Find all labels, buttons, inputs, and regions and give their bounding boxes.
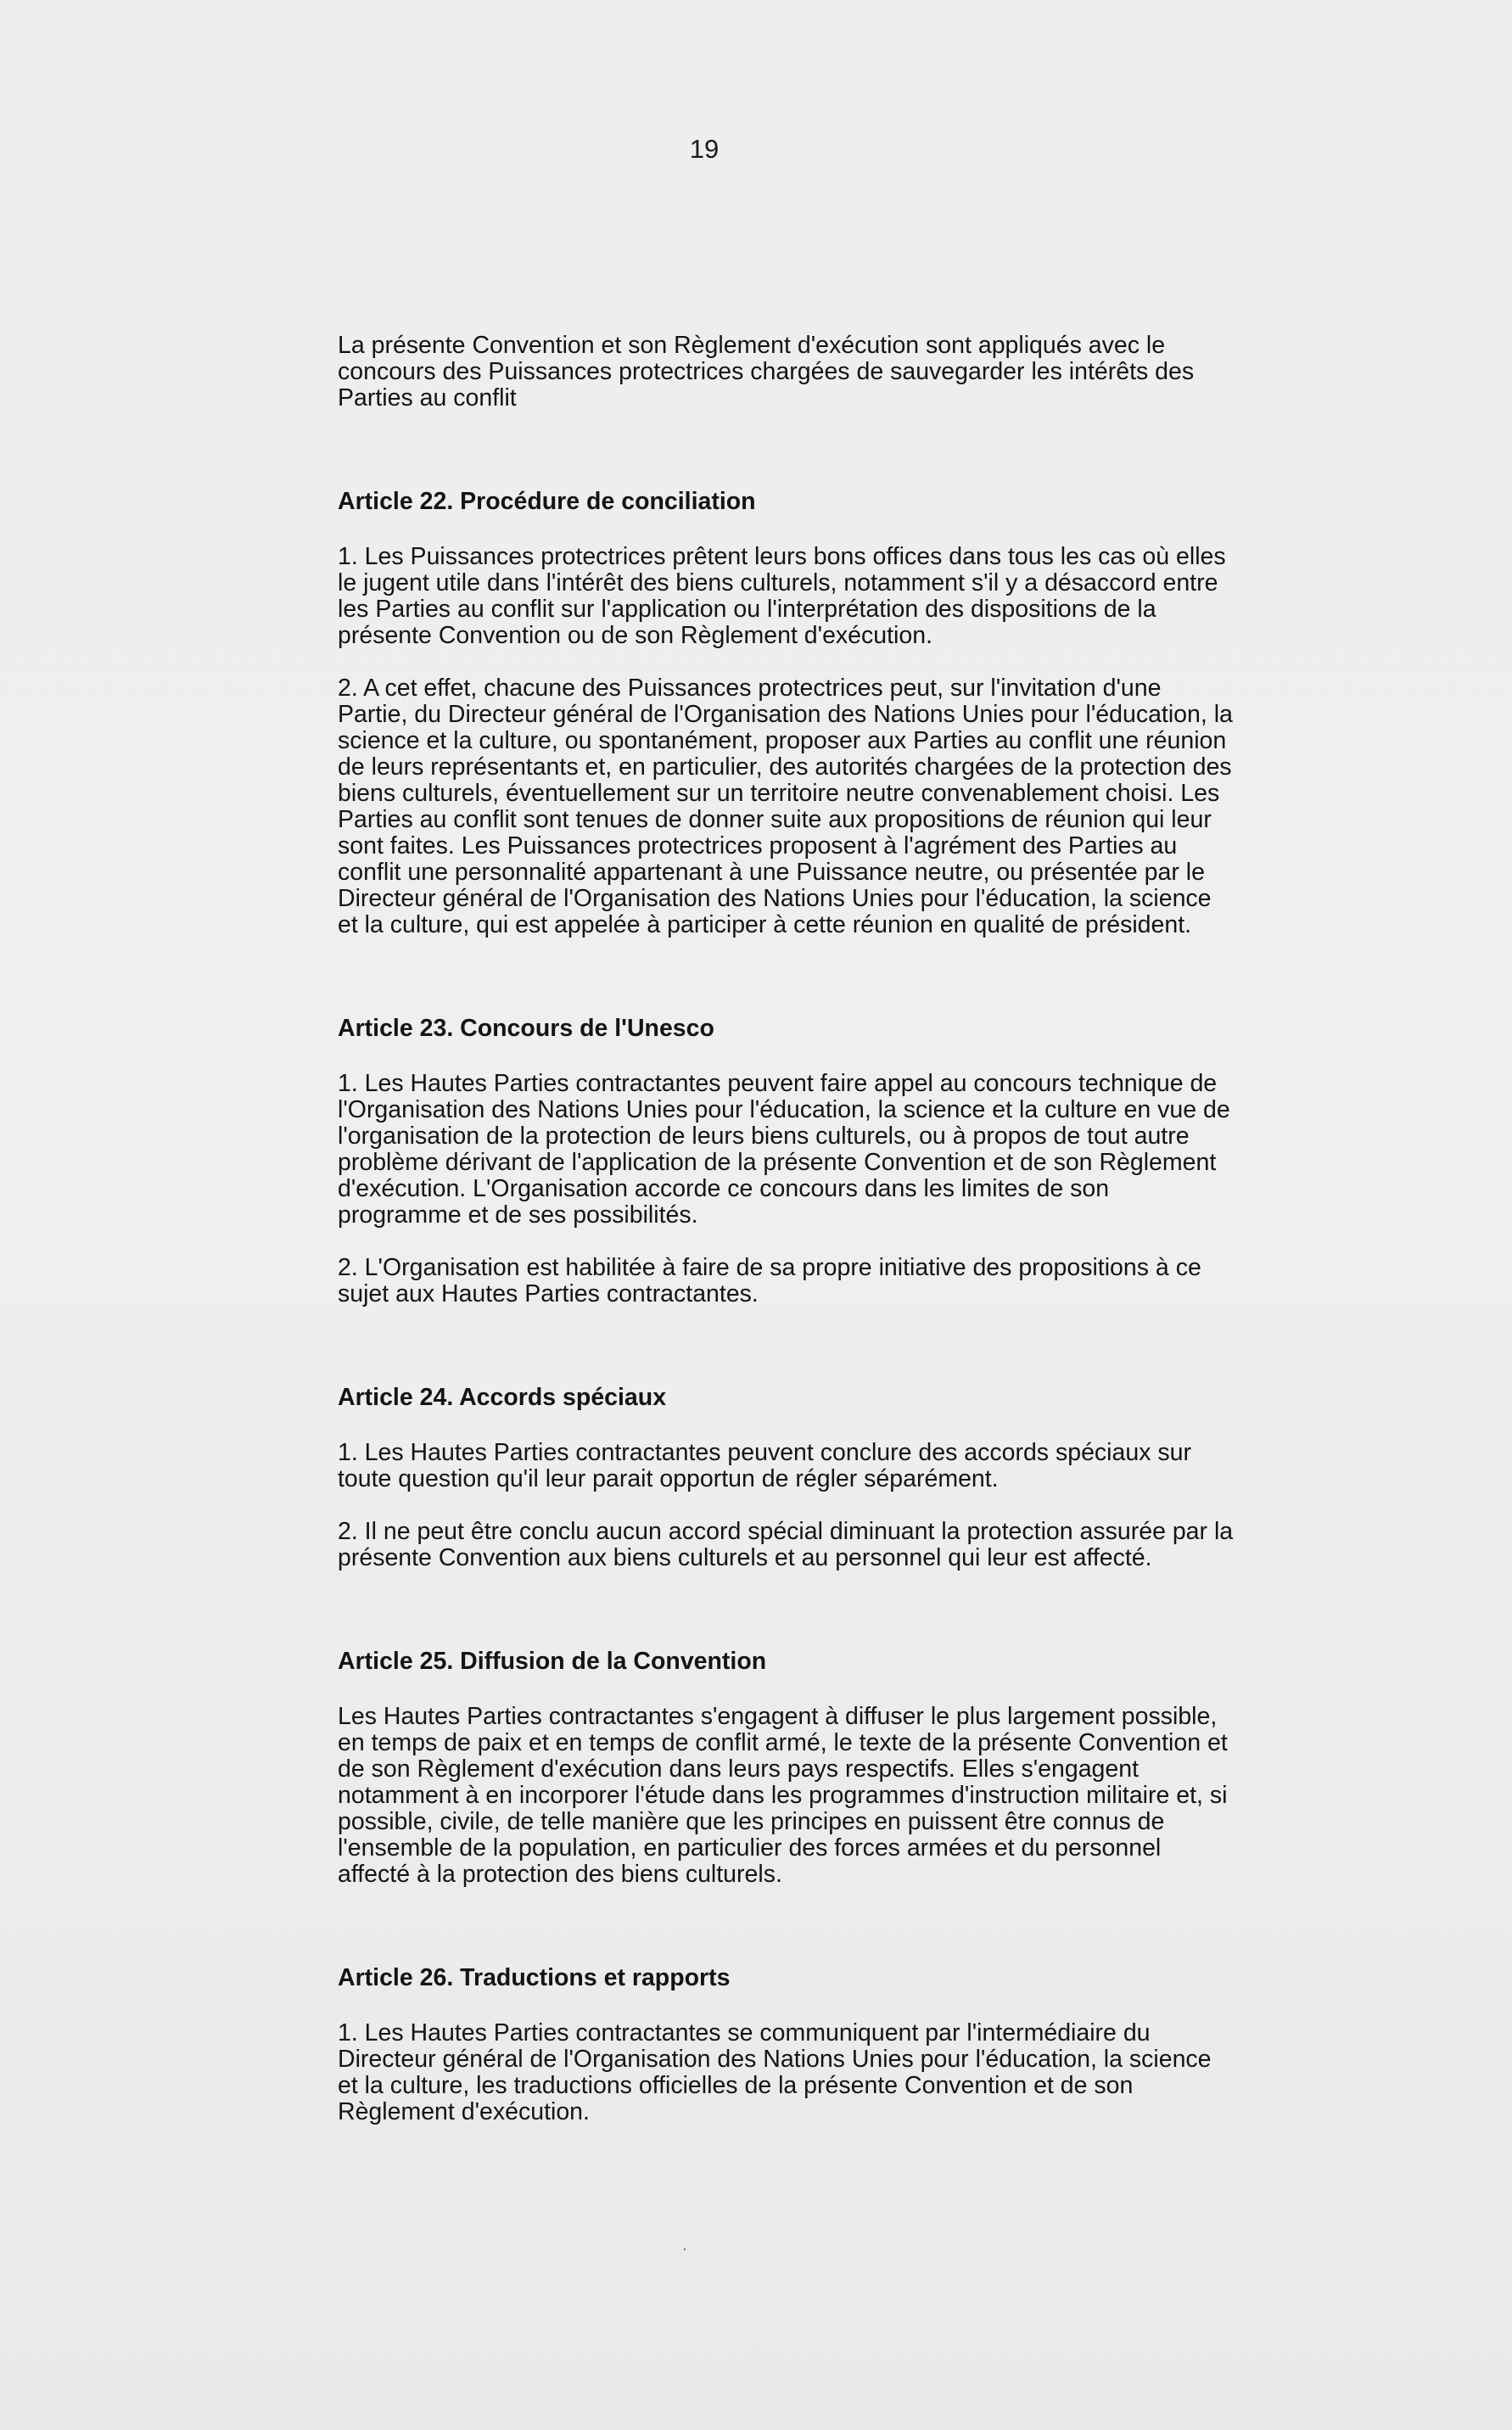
article-paragraph: 1. Les Hautes Parties contractantes peuvent faire appel au concours technique de l'Organisation des Nations Unies pour l'éducation, la science et la culture en vue de l'organisation de la protection de leurs biens culturels, ou à propos de tout autre problème dérivant de l'application de la présente Convention et de son Règlement d'exécution. L'Organisation accorde ce concours dans les limites de son programme et de ses possibilités. xyxy=(338,1070,1230,1229)
article-paragraph: 1. Les Hautes Parties contractantes se communiquent par l'intermédiaire du Directeur général de l'Organisation des Nations Unies pour l'éducation, la science et la culture, les traductions officielles de la présente Convention et de son Règlement d'exécution. xyxy=(338,2019,1212,2125)
article-26 xyxy=(338,1965,1237,2125)
article-25 xyxy=(338,1649,1237,1888)
spacer xyxy=(338,1914,1237,1965)
article-23 xyxy=(338,1016,1237,1307)
article-paragraph: 1. Les Puissances protectrices prêtent leurs bons offices dans tous les cas où elles le jugent utile dans l'intérêt des biens culturels, notamment s'il y a désaccord entre les Parties au conflit sur l'application ou l'interprétation des dispositions de la présente Convention ou de son Règlement d'exécution. xyxy=(338,543,1226,649)
spacer xyxy=(338,438,1237,489)
article-paragraph: Les Hautes Parties contractantes s'engagent à diffuser le plus largement possible, en temps de paix et en temps de conflit armé, le texte de la présente Convention et de son Règlement d'exécution dans leurs pays respectifs. Elles s'engagent notamment à en incorporer l'étude dans les programmes d'instruction militaire et, si possible, civile, de telle manière que les principes en puissent être connus de l'ensemble de la population, en particulier des forces armées et du personnel affecté à la protection des biens culturels. xyxy=(338,1703,1228,1888)
article-heading: Article 26. Traductions et rapports xyxy=(338,1964,731,1991)
article-paragraph: 2. Il ne peut être conclu aucun accord spécial diminuant la protection assurée par la présente Convention aux biens culturels et au personnel qui leur est affecté. xyxy=(338,1518,1234,1571)
article-heading: Article 24. Accords spéciaux xyxy=(338,1384,667,1411)
spacer xyxy=(338,1598,1237,1649)
stray-dot-mark: · xyxy=(682,2240,687,2257)
article-paragraph: 2. A cet effet, chacune des Puissances protectrices peut, sur l'invitation d'une Partie, du Directeur général de l'Organisation des Nations Unies pour l'éducation, la science et la culture, ou spontanément, proposer aux Parties au conflit une réunion de leurs représentants et, en particulier, des autorités chargées de la protection des biens culturels, éventuellement sur un territoire neutre convenablement choisi. Les Parties au conflit sont tenues de donner suite aux propositions de réunion qui leur sont faites. Les Puissances protectrices proposent à l'agrément des Parties au conflit une personnalité appartenant à une Puissance neutre, ou présentée par le Directeur général de l'Organisation des Nations Unies pour l'éducation, la science et la culture, qui est appelée à participer à cette réunion en qualité de président. xyxy=(338,675,1233,938)
spacer xyxy=(338,1334,1237,1385)
intro-paragraph: La présente Convention et son Règlement d'exécution sont appliqués avec le concours des Puissances protectrices chargées de sauvegarder les intérêts des Parties au conflit xyxy=(338,332,1195,412)
spacer xyxy=(338,965,1237,1016)
article-heading: Article 25. Diffusion de la Convention xyxy=(338,1648,767,1675)
article-paragraph: 2. L'Organisation est habilitée à faire de sa propre initiative des propositions à ce sujet aux Hautes Parties contractantes. xyxy=(338,1254,1201,1307)
document-body xyxy=(338,333,1237,2152)
article-24 xyxy=(338,1385,1237,1571)
article-heading: Article 23. Concours de l'Unesco xyxy=(338,1015,714,1042)
article-heading: Article 22. Procédure de conciliation xyxy=(338,488,756,515)
page-number: 19 xyxy=(689,134,720,164)
article-22 xyxy=(338,489,1237,938)
article-paragraph: 1. Les Hautes Parties contractantes peuvent conclure des accords spéciaux sur toute question qu'il leur parait opportun de régler séparément. xyxy=(338,1439,1191,1492)
